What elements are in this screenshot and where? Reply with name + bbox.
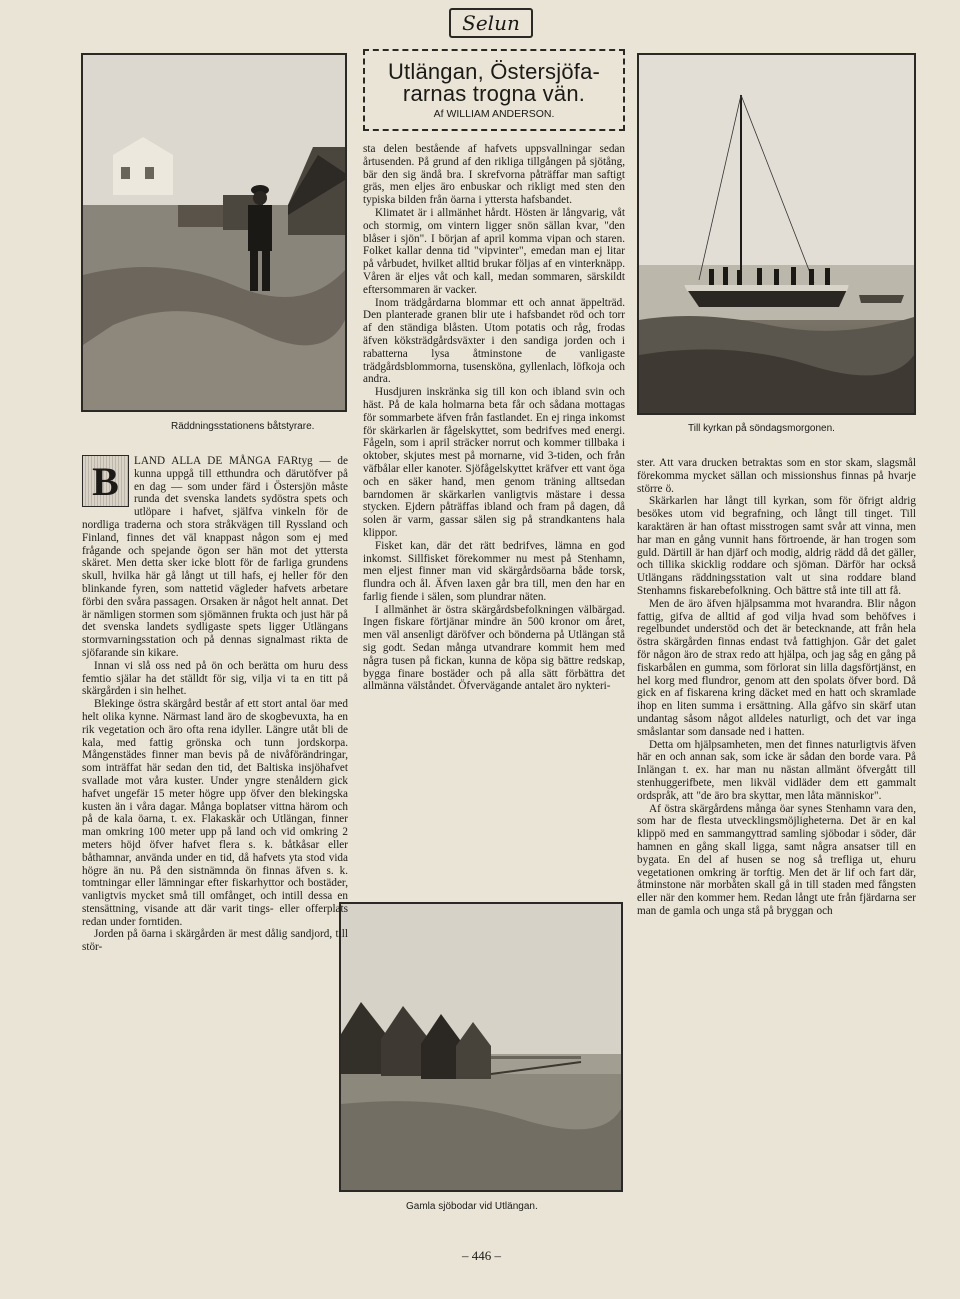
byline: Af WILLIAM ANDERSON. <box>433 108 555 120</box>
col2-paragraph: Husdjuren inskränka sig till kon och ibland svin och häst. På de kala holmarna beta får och sådana mottagas för sommarbete äfven från fastlandet. En ej ringa inkomst för skärkarlen är fågelskyttet, som bedrifves med energi. Fågeln, som i april sträcker norrut och kommer tillbaka i oktober, skjutes mest på mornarne, vid 3-tiden, och från väfbålar eller kanoter. Sjöfågelskyttet kräfver ett vant öga och en säker hand, men genom träning alltsedan barndomen är skärkarlen vanligtvis mästare i dessa stycken. Ejdern påträffas ibland och fram på dagen, då solen är varm, gassar sälen sig på strandkantens hala klippor. <box>363 386 625 539</box>
photo-church-boat <box>637 53 916 415</box>
col1-paragraph: Blekinge östra skärgård består af ett stort antal öar med helt olika kynne. Närmast land äro de skogbevuxta, ha en rik vegetation och äro ofta rena idyller. Längre utåt bli de kala, med fattig grönska och tunn jordskorpa. Mångenstädes finner man bevis på de nivåförändringar, som inträffat här sedan den tid, det Baltiska insjöhafvet svallade mot våra kuster. Under yngre stenåldern gick hafvet ungefär 15 meter högre upp öfver den blekingska kusten än i våra dagar. Många boplatser vittna härom och på de kala öarna, t. ex. Flakaskär och Utlängan, finner man omkring 100 meter upp på land och vid omkring 2 meters höjd öfver hafvet flera s. k. båtkåsar eller båthamnar, använda under en tid, då hafvets yta stod vida högre än nu. På den sistnämnda ön finnas äfven s. k. tomtningar eller lämningar efter fiskarhyttor och bostäder, vanligtvis mycket små till omfånget, och intill dessa en stensättning, visande att där varit tings- eller offerplats redan under forntiden. <box>82 698 348 928</box>
col2-paragraph: Klimatet är i allmänhet hårdt. Hösten är långvarig, våt och stormig, om vintern ligger snön sällan kvar, "den blåser i sjön". I början af april komma vipan och staren. Folket kallar denna tid "vipvinter", emedan man ej litar på vårbudet, hvilket alltid brukar följas af en vinterknäpp. Våren är eljes våt och kall, medan sommaren, särskildt eftersommaren är vacker. <box>363 206 625 296</box>
col2-paragraph: I allmänhet är östra skärgårdsbefolkningen välbärgad. Ingen fiskare förtjänar mindre än 500 kronor om året, men väl ansenligt däröfver och bönderna på Utlängan stå sig godt. Sedan många utvandrare kommit hem med några tusen på fickan, kunna de köpa sig bättre redskap, bygga finare bostäder och på alla sätt förbättra det allmänna välståndet. Öfvervägande antalet äro nykteri- <box>363 603 625 693</box>
photo-boathouses <box>339 902 623 1192</box>
col1-paragraph: LAND ALLA DE MÅNGA FARtyg — de kunna uppgå till etthundra och därutöfver på en dag — som under färd i Östersjön måste runda det svenska landets sydöstra spets och utlöpare i hafvet, själfva vinkeln för de nordliga traderna och stora stråkvägen till Ryssland och Finland, finnes det väl knappast någon som ej med frågande och spejande ögon ser hän mot det yttersta skäret. Men detta sker icke blott för de farliga grundens skull, hvilka här gå långt ut till hafs, ej heller för den blinkande fyren, som nattetid vägleder hafvets arbetare förbi den svåra passagen. Orsaken är något helt annat. Det är nämligen stormen som sjömännen frukta och just här på det svenska landets sydligaste spets ligger Utlängans stormvarningsstation och på dennas signalmast rikta de sjöfarande sin kikare. <box>82 455 348 659</box>
photo-boathouses-image <box>341 904 621 1190</box>
signature-stamp: Selun <box>449 8 533 38</box>
article-title-box <box>363 49 625 131</box>
text-column-2 <box>363 143 625 895</box>
col2-paragraph: sta delen bestående af hafvets uppsvallningar sedan årtusenden. På grund af den rikliga tillgången på sjötång, bär den sig ändå bra. I skrefvorna påträffar man saftigt gräs, men eljes äro enbuskar och rikligt med sten den typiska bilden från öarna i yttersta hafsbandet. <box>363 143 625 207</box>
col1-paragraph: Jorden på öarna i skärgården är mest dålig sandjord, till stör- <box>82 928 348 954</box>
col3-paragraph: Men de äro äfven hjälpsamma mot hvarandra. Blir någon fattig, gifva de alltid af god vilja hvad som behöfves i regelbundet understöd och det är betecknande, att från hela östra skärgården finnas endast två fattighjon. Går det galet för någon äro de strax redo att hjälpa, och jag såg en gång på fiskarbålen en gumma, som förlorat sin lilla dagsförtjänst, en hel korg med flundror, genom att den spolats öfver bord. Då gick en af fiskarena kring däcket med en hatt och skramlade ihop en liten summa i ersättning. Alla gåfvo sin skärf utan undantag såsom något alldeles naturligt, och det var inga småslantar som dansade ned i hatten. <box>637 597 916 738</box>
drop-cap: B <box>82 455 129 507</box>
col3-paragraph: Af östra skärgårdens många öar synes Stenhamn vara den, som har de flesta utvecklingsmöjligheterna. Det är en kal klippö med en sammangyttrad samling sjöbodar i söder, där hamnen en gång skall ligga, samt några ansatser till en bygata. En del af husen se nog så trefliga ut, ehuru vegetationen omkring är torftig. Men det är lif och fart där, åtminstone när morbåten skall gå in till staden med fångsten eller när den kommer hem. Redan långt ute från fjärdarna ser man de gamla och unga stå på bryggan och <box>637 802 916 917</box>
col3-paragraph: ster. Att vara drucken betraktas som en stor skam, slagsmål förekomma mycket sällan och missionshus finnas på hvarje större ö. <box>637 457 916 495</box>
col2-paragraph: Inom trädgårdarna blommar ett och annat äppelträd. Den planterade granen blir ute i hafsbandet röd och torr af den ständiga blåsten. Utom potatis och råg, frodas äfven köksträdgårdsväxter i den sandiga jorden och i rabatterna lysa åtminstone de vanligaste trädgårdsblommorna, tusensköna, gyllenlach, löfkoja och andra. <box>363 296 625 386</box>
title-line-2: rarnas trogna vän. <box>402 81 586 106</box>
photo-boat-captain-image <box>83 55 345 410</box>
text-column-3 <box>637 457 916 1217</box>
col1-paragraph: Innan vi slå oss ned på ön och berätta om huru dess femtio själar ha det ställdt för sig, vilja vi ta en titt på skärgården i sin helhet. <box>82 659 348 698</box>
caption-photo2: Till kyrkan på söndagsmorgonen. <box>688 423 835 434</box>
caption-photo3: Gamla sjöbodar vid Utlängan. <box>406 1201 538 1212</box>
photo-boat-captain <box>81 53 347 412</box>
text-column-1 <box>82 455 348 1215</box>
col3-paragraph: Detta om hjälpsamheten, men det finnes naturligtvis äfven här en och annan sak, som icke är sådan den borde vara. På Inlängan t. ex. har man nu nästan allmänt öfvergått till stenhuggerifbete, men likväl vidläder dem ett gammalt ordspråk, att "de äro bra skyttar, men låta människor". <box>637 738 916 802</box>
col3-paragraph: Skärkarlen har långt till kyrkan, som för öfrigt aldrig besökes utom vid begrafning, och långt till tinget. Till karaktären är han oftast misstrogen samt svår att vinna, men har man en gång vunnit hans förtroende, är han trogen som guld. Därtill är han djärf och modig, aldrig rädd då det gäller, och tillika skicklig roddare och sjöman. Därför har också Utlängans räddningsstation valt ut sina roddare bland Stenhamns fiskarebefolkning. Och bättre stå inte till att få. <box>637 495 916 597</box>
title-line-1: Utlängan, Östersjöfa- <box>387 59 601 84</box>
photo-church-boat-image <box>639 55 914 413</box>
page-number: – 446 – <box>462 1248 501 1263</box>
drop-cap-spacer <box>82 455 134 509</box>
caption-photo1: Räddningsstationens båtstyrare. <box>171 421 315 432</box>
col2-paragraph: Fisket kan, där det rätt bedrifves, lämna en god inkomst. Sillfisket förekommer nu mest på Stenhamn, men eljest finner man vid skärgårdsöarna både torsk, flundra och ål. Äfven laxen går bra till, men den har en farlig fiende i sälen, som plundrar näten. <box>363 539 625 603</box>
